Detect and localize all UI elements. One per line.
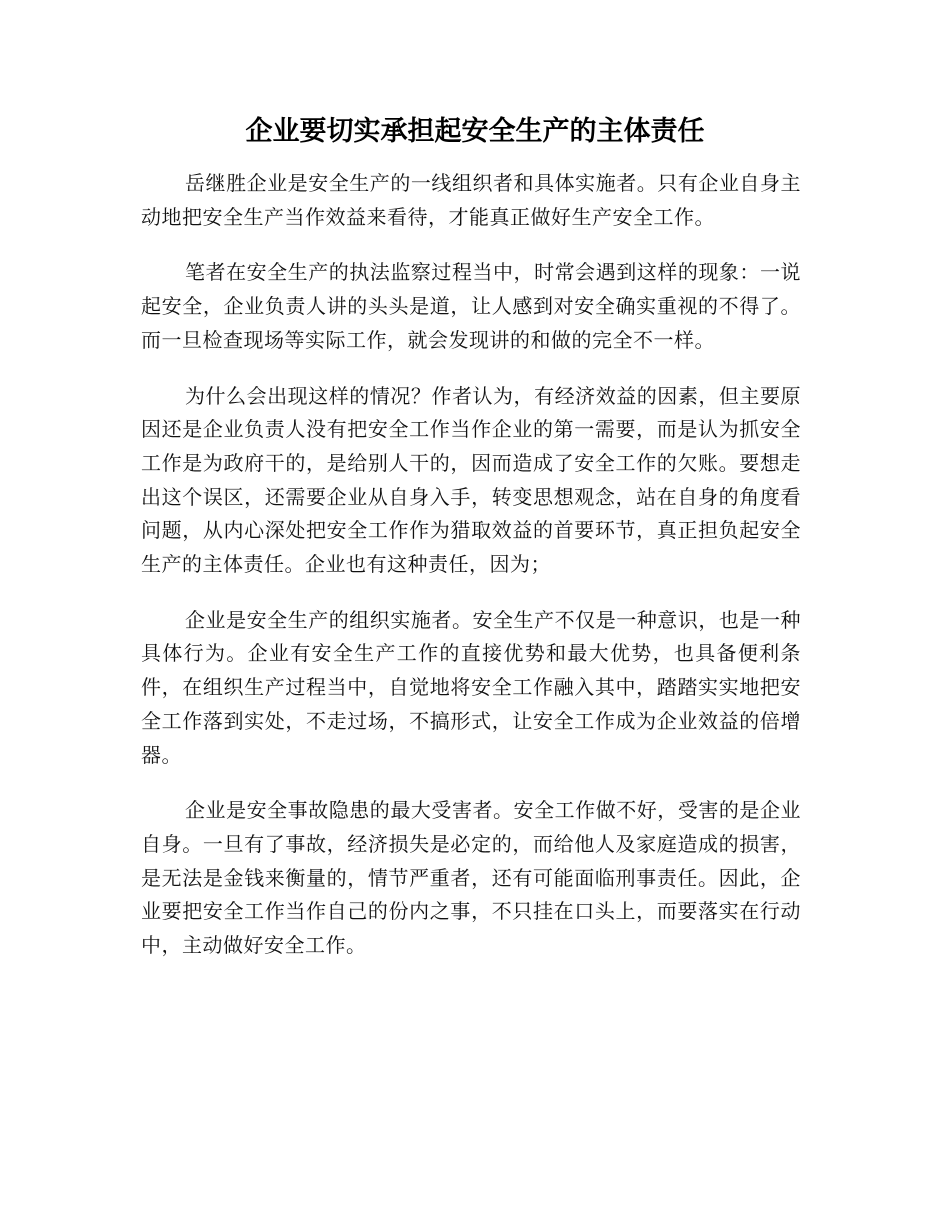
paragraph-3: 为什么会出现这样的情况？作者认为，有经济效益的因素，但主要原因还是企业负责人没有把安全工作当作企业的第一需要，而是认为抓安全工作是为政府干的，是给别人干的，因而造成了安全工作的欠账。要想走出这个误区，还需要企业从自身入手，转变思想观念，站在自身的角度看问题，从内心深处把安全工作作为猎取效益的首要环节，真正担负起安全生产的主体责任。企业也有这种责任，因为； (141, 383, 801, 577)
document-body (141, 167, 801, 985)
paragraph-4: 企业是安全生产的组织实施者。安全生产不仅是一种意识，也是一种具体行为。企业有安全生产工作的直接优势和最大优势，也具备便利条件，在组织生产过程当中，自觉地将安全工作融入其中，踏踏实实地把安全工作落到实处，不走过场，不搞形式，让安全工作成为企业效益的倍增器。 (141, 607, 801, 767)
paragraph-2: 笔者在安全生产的执法监察过程当中，时常会遇到这样的现象：一说起安全，企业负责人讲的头头是道，让人感到对安全确实重视的不得了。而一旦检查现场等实际工作，就会发现讲的和做的完全不一样。 (141, 260, 801, 352)
paragraph-5: 企业是安全事故隐患的最大受害者。安全工作做不好，受害的是企业自身。一旦有了事故，经济损失是必定的，而给他人及家庭造成的损害，是无法是金钱来衡量的，情节严重者，还有可能面临刑事责任。因此，企业要把安全工作当作自己的份内之事，不只挂在口头上，而要落实在行动中，主动做好安全工作。 (141, 798, 801, 958)
paragraph-1: 岳继胜企业是安全生产的一线组织者和具体实施者。只有企业自身主动地把安全生产当作效益来看待，才能真正做好生产安全工作。 (141, 171, 801, 229)
document-title: 企业要切实承担起安全生产的主体责任 (245, 116, 705, 147)
